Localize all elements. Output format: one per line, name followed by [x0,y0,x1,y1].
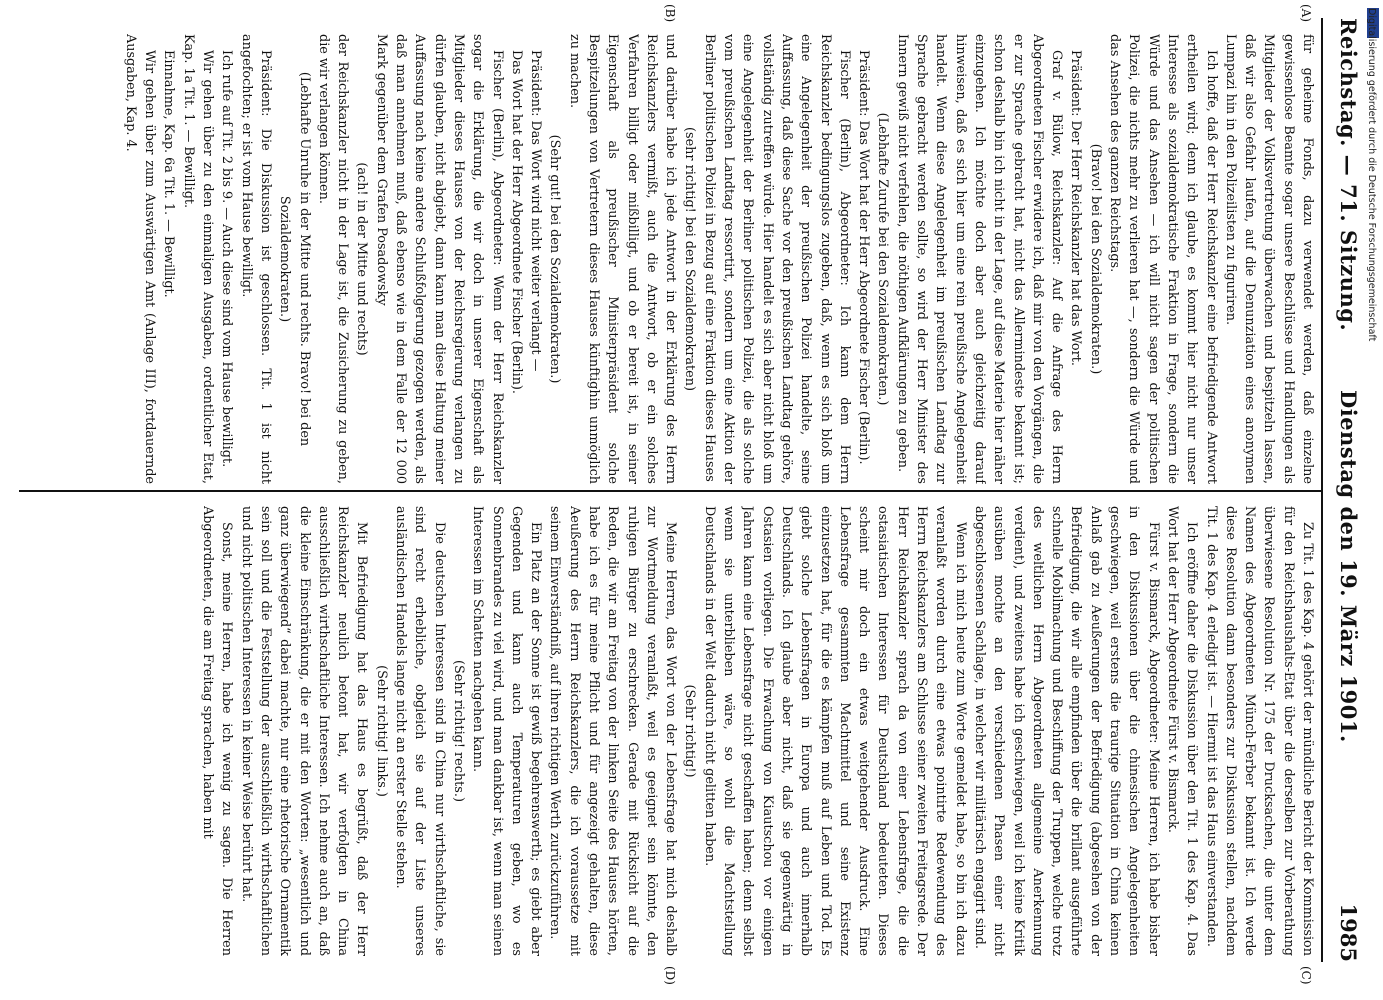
interjection: (Lebhafte Unruhe in der Mitte und rechts. Bravo! bei den Sozialdemokraten.) [277,71,312,447]
paragraph: Ich eröffne daher die Diskussion über den Tit. 1 des Kap. 4. Das Wort hat der Herr Abgeordnete Fürst v. Bismarck. [1164,506,1200,956]
paragraph: Wir gehen über zu den einmaligen Ausgaben, ordentlicher Etat, Kap. 1a Tit. 1. — Bewilligt. [180,34,216,484]
paragraph: Fischer (Berlin), Abgeordneter: Wenn der Herr Reichskanzler sogar die Erklärung, die wir doch in unserer Eigenschaft als Mitglieder dieses Hauses von der Reichsregierung verlangen zu dürfen glauben, nicht abgiebt, dann kann man diese Haltung meiner Auffassung nach keine andere Schlußfolgerung gezogen werden, als daß man annehmen muß, daß ebenso wie in dem Falle der 12 000 Mark gegenüber dem Grafen Posadowsky [373,34,505,484]
paragraph: Fürst v. Bismarck, Abgeordneter: Meine Herren, ich habe bisher in den Diskussionen über die chinesischen Angelegenheiten geschwiegen, weil erstens die traurige Situation in China keinen Anlaß gab zu Aeußerungen der Befriedigung (abgesehen von der Befriedigung, die wir alle empfinden über die brillant ausgeführte schnelle Mobilmachung und Beschiffung der Truppen, welche trotz des weltlichen Herrn Abgeordneten allgemeine Anerkennung verdient), und zweitens habe ich geschwiegen, weil ich keine Kritik ausüben mochte an den verschiedenen Phasen einer nicht abgeschlossenen Sachlage, in welcher wir militärisch engagirt sind. [971,506,1161,956]
paragraph: Ich hoffe, daß der Herr Reichskanzler eine befriedigende Antwort ertheilen wird; denn ich glaube, es kommt hier nicht nur unser Interesse als sozialdemokratische Fraktion in Frage, sondern die Würde und das Ansehen — ich will nicht sagen der politischen Polizei, die nichts mehr zu verlieren hat —, sondern die Würde und das Ansehen des ganzen Reichstags. [1107,34,1219,484]
header-rule [1321,18,1323,962]
paragraph: Ein Platz an der Sonne ist gewiß begehrenswerth; es giebt aber Gegenden und kann auch Temperaturen geben, wo es Sonnenbrandes zu viel wird, und man dankbar ist, wenn man seinen Interessen im Schatten nachgehen kann. [470,506,544,956]
left-column [17,34,1317,484]
paragraph: Präsident: Das Wort hat der Herr Abgeordnete Fischer (Berlin). [856,50,872,465]
paragraph: Präsident: Die Diskussion ist geschlossen. Tit. 1 ist nicht angefochten; er ist vom Hause bewilligt. [238,34,273,484]
page-number: 1985 [1336,903,1361,962]
paragraph: Wenn ich mich heute zum Worte gemeldet habe, so bin ich dazu veranlaßt worden durch eine etwas pointirte Redewendung des Herrn Reichskanzlers am Schlusse seiner zweiten Freitagsrede. Der Herr Reichskanzler sprach da von einer Lebensfrage, die die ostasiatischen Interessen für Deutschland bedeuteten. Dieses scheint mir doch ein etwas weitgehender Ausdruck. Eine Lebensfrage gesammten Machtmittel und seine Existenz einzusetzen hat, für die es kämpfen muß auf Leben und Tod. Es giebt solche Lebensfragen in Europa und auch innerhalb Deutschlands. Ich glaube aber nicht, daß sie gegenwärtig in Ostasien vorliegen. Die Erwachung von Kiautschou vor einigen Jahren kann eine Lebensfrage nicht geschaffen haben; denn selbst wenn sie unterblieben wäre, so wohl die Machtstellung Deutschlands in der Welt dadurch nicht gelitten haben. [701,506,968,956]
interjection: (Lebhafte Zurufe bei den Sozialdemokraten.) [875,112,891,406]
paragraph: und darüber habe ich jede Antwort in der Erklärung des Herrn Reichskanzlers vermißt, auch die Antwort, ob er ein solches Verfahren billigt oder mißbilligt, und ob er bereit ist, in seiner Eigenschaft als preußischer Ministerpräsident solche Bespitzelungen von Vertretern dieses Hauses künftighin unmöglich zu machen. [566,34,679,484]
paragraph: Ich rufe auf Tit. 2 bis 9. — Auch diese sind vom Hause bewilligt. [219,50,235,468]
paragraph: Präsident: Das Wort wird nicht weiter verlangt — [528,50,544,372]
column-divider [19,490,1321,492]
interjection: (Sehr richtig! rechts.) [450,660,466,802]
paragraph: Das Wort hat der Herr Abgeordnete Fischer (Berlin). [508,50,524,394]
paragraph: Sonst, meine Herren, habe ich wenig zu sagen. Die Herren Abgeordneten, die am Freitag sprachen, haben mit [200,506,235,956]
margin-letter-a: (A) [1299,4,1313,23]
interjection: (Sehr richtig!) [682,684,698,778]
digitization-credit [1364,8,1378,993]
paragraph: Einnahme, Kap. 6a Tit. 1. — Bewilligt. [161,50,177,298]
interjection: (ach! in der Mitte und rechts) [354,162,370,356]
paragraph: für geheime Fonds, dazu verwendet werden, daß einzelne gewissenlose Beamte sogar unsere Beschlüsse und Handlungen als Mitglieder der Volksvertretung überwachen und bespitzeln lassen, daß wir also Gefahr laufen, auf die Denunziation eines anonymen Lumpazi hin in den Polizeilisten zu figuriren. [1222,34,1315,484]
margin-letter-c: (C) [1299,966,1313,985]
page-header [1327,18,1367,962]
paragraph: Wir gehen über zum Auswärtigen Amt (Anlage III), fortdauernde Ausgaben, Kap. 4. [122,34,158,484]
interjection: (Sehr gut! bei den Sozialdemokraten.) [547,134,563,384]
paragraph: der Reichskanzler nicht in der Lage ist, die Zusicherung zu geben, die wir verlangen können. [315,34,351,484]
paragraph: Graf v. Bülow, Reichskanzler: Auf die Anfrage des Herrn Abgeordneten Fischer erwidere ich, daß mir von den Vorgängen, die er zur Sprache gebracht hat, nicht das Allermindeste bekannt ist; schon deshalb bin ich nicht in der Lage, auf diese Materie hier näher einzugehen. Ich möchte doch aber auch gleichzeitig darauf hinweisen, daß es sich hier um eine rein preußische Angelegenheit handelt. Wenn diese Angelegenheit im preußischen Landtag zur Sprache gebracht werden sollte, so wird der Herr Minister des Innern gewiß nicht verfehlen, die nöthigen Aufklärungen zu geben. [894,34,1065,484]
paragraph: Meine Herren, das Wort von der Lebensfrage hat mich deshalb zur Wortmeldung veranlaßt, weil es geeignet sein könnte, den ruhigen Bürger zu erschrecken. Gerade mit Rücksicht auf die Reden, die wir am Freitag von der linken Seite des Hauses hörten, habe ich es für meine Pflicht und für angezeigt gehalten, diese Aeußerung des Herrn Reichskanzlers, die ich voraussetze mit seinem Einverständniß, auf ihren richtigen Werth zurückzuführen. [547,506,679,956]
right-column [17,506,1317,956]
paragraph: Die deutschen Interessen sind in China nur wirthschaftliche, sie sind recht erhebliche, obgleich sie auf der Liste unseres ausländischen Handels lange nicht an erster Stelle stehen. [393,506,447,956]
header-session: Reichstag. — 71. Sitzung. [1336,18,1361,332]
interjection: (Bravo! bei den Sozialdemokraten.) [1087,143,1103,375]
paragraph: Mit Befriedigung hat das Haus es begrüßt, daß der Herr Reichskanzler neulich betont hat, wir verfolgten in China ausschließlich wirthschaftliche Interessen. Ich nehme auch an, daß die kleine Einschränkung, die er mit den Worten: „wesentlich und ganz überwiegend“ dabei machte, nur eine rhetorische Ornamentik sein soll und die Feststellung der ausschließlich wirthschaftlichen und nicht politischen Interessen in keiner Weise berührt hat. [238,506,370,956]
paragraph: Präsident: Der Herr Reichskanzler hat das Wort. [1068,50,1084,366]
paragraph: Zu Tit. 1 des Kap. 4 gehört der mündliche Bericht der Kommission für den Reichshaushalts-Etat über die derselben zur Vorberathung überwiesene Resolution Nr. 175 der Drucksachen, die unter dem Namen des Abgeordneten Münch-Ferber bekannt ist. Ich werde diese Resolution dann besonders zur Diskussion stellen, nachdem Tit. 1 des Kap. 4 erledigt ist. — Hiermit ist das Haus einverstanden. [1203,506,1315,956]
margin-letter-d: (D) [663,966,677,985]
header-date: Dienstag den 19. März 1901. [1336,390,1361,743]
interjection: (sehr richtig! bei den Sozialdemokraten) [682,127,698,391]
interjection: (Sehr richtig! links.) [373,665,389,797]
paragraph: Fischer (Berlin), Abgeordneter: Ich kann dem Herrn Reichskanzler bedingungslos zugeben, daß, wenn es sich bloß um eine Angelegenheit der preußischen Polizei handelte, seine Auffassung, daß diese Sache vor den preußischen Landtag gehöre, vollständig zutreffen würde. Hier handelt es sich aber nicht bloß um eine Angelegenheit der Berliner politischen Polizei, die als solche vom preußischen Landtag ressortirt, sondern um eine Aktion der Berliner politischen Polizei in Bezug auf eine Fraktion dieses Hauses [701,34,852,484]
margin-letter-b: (B) [663,4,677,23]
credit-text: Digitalisierung gefördert durch die Deutsche Forschungsgemeinschaft [1366,8,1377,342]
